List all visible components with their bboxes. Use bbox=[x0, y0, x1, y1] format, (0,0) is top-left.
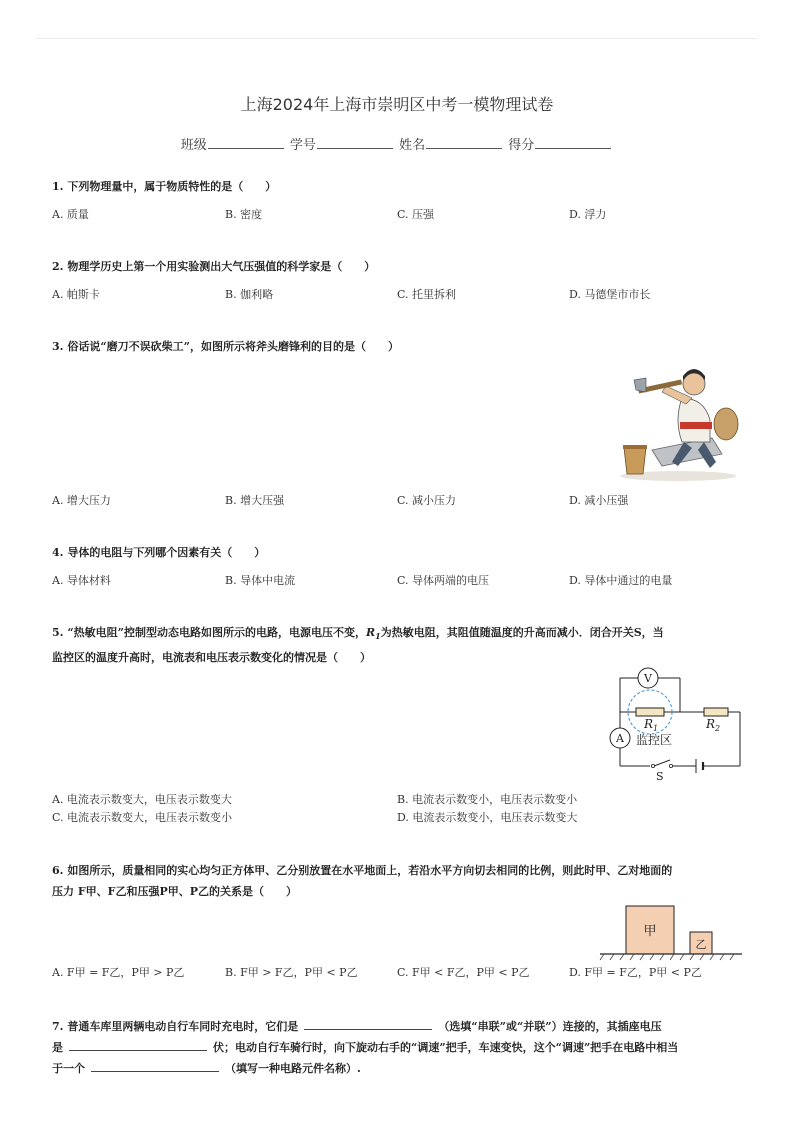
q2-option-a[interactable]: A. 帕斯卡 bbox=[52, 288, 100, 301]
switch-label: S bbox=[656, 770, 664, 780]
block-large-label: 甲 bbox=[643, 924, 657, 939]
q6-option-a[interactable]: A. F甲 = F乙，P甲 > P乙 bbox=[52, 966, 185, 979]
q6-option-d[interactable]: D. F甲 = F乙，P甲 < P乙 bbox=[569, 966, 702, 979]
q5-option-b[interactable]: B. 电流表示数变小，电压表示数变小 bbox=[397, 793, 578, 806]
q5-r1-symbol: $R_1$ bbox=[365, 626, 381, 642]
q6-option-b[interactable]: B. F甲 > F乙，P甲 < P乙 bbox=[225, 966, 358, 979]
question-2-stem: 2. 物理学历史上第一个用实验测出大气压强值的科学家是（ ） bbox=[52, 260, 376, 273]
q6-stem-line1: 6. 如图所示，质量相同的实心均匀正方体甲、乙分别放置在水平地面上，若沿水平方向切去相同的比例，则此时甲、乙对地面的 bbox=[52, 864, 673, 877]
q5-stem-part3: 监控区的温度升高时，电流表和电压表示数变化的情况是（ ） bbox=[52, 651, 371, 665]
score-blank[interactable] bbox=[535, 136, 611, 149]
q7-line2-b: 伏；电动自行车骑行时，向下旋动右手的“调速”把手，车速变快，这个“调速”把手在电路中相当 bbox=[213, 1041, 679, 1054]
q7-blank-2[interactable] bbox=[69, 1038, 207, 1051]
r1-label: $R_1$ bbox=[644, 717, 659, 733]
q5-stem-part1: 5. “热敏电阻”控制型动态电路如图所示的电路，电源电压不变， bbox=[52, 626, 366, 639]
q2-option-b[interactable]: B. 伽利略 bbox=[225, 288, 274, 301]
q4-option-d[interactable]: D. 导体中通过的电量 bbox=[569, 574, 673, 587]
thermistor-circuit-diagram bbox=[600, 664, 750, 780]
q5-option-c[interactable]: C. 电流表示数变大，电压表示数变小 bbox=[52, 811, 233, 824]
voltmeter-label: V bbox=[644, 672, 652, 685]
monitor-zone-label: 监控区 bbox=[636, 733, 673, 747]
q7-blank-1[interactable] bbox=[304, 1017, 432, 1030]
score-label: 得分 bbox=[508, 138, 535, 153]
question-5-stem bbox=[52, 622, 742, 668]
q1-option-a[interactable]: A. 质量 bbox=[52, 208, 89, 221]
q1-option-b[interactable]: B. 密度 bbox=[225, 208, 263, 221]
q1-option-d[interactable]: D. 浮力 bbox=[569, 208, 607, 221]
id-blank[interactable] bbox=[317, 136, 393, 149]
question-6-stem bbox=[52, 860, 742, 902]
q3-option-a[interactable]: A. 增大压力 bbox=[52, 494, 111, 507]
name-blank[interactable] bbox=[426, 136, 502, 149]
q2-option-c[interactable]: C. 托里拆利 bbox=[397, 288, 457, 301]
q3-option-c[interactable]: C. 减小压力 bbox=[397, 494, 457, 507]
question-7-stem bbox=[52, 1016, 742, 1079]
q4-option-b[interactable]: B. 导体中电流 bbox=[225, 574, 296, 587]
top-divider bbox=[36, 38, 758, 39]
ground-hatching bbox=[600, 954, 734, 960]
q4-option-a[interactable]: A. 导体材料 bbox=[52, 574, 111, 587]
question-4-stem: 4. 导体的电阻与下列哪个因素有关（ ） bbox=[52, 546, 266, 559]
page-title: 上海2024年上海市崇明区中考一模物理试卷 bbox=[240, 95, 554, 114]
q4-option-c[interactable]: C. 导体两端的电压 bbox=[397, 574, 490, 587]
ammeter-label: A bbox=[616, 732, 624, 745]
block-small-label: 乙 bbox=[695, 938, 707, 951]
q6-stem-line2: 压力 F甲、F乙和压强P甲、P乙的关系是（ ） bbox=[52, 885, 297, 898]
q5-option-d[interactable]: D. 电流表示数变小，电压表示数变大 bbox=[397, 811, 578, 824]
q7-line1-a: 7. 普通车库里两辆电动自行车同时充电时，它们是 bbox=[52, 1020, 299, 1033]
q3-option-b[interactable]: B. 增大压强 bbox=[225, 494, 285, 507]
q7-line2-a: 是 bbox=[52, 1041, 63, 1054]
q2-option-d[interactable]: D. 马德堡市市长 bbox=[569, 288, 651, 301]
q7-blank-3[interactable] bbox=[91, 1059, 219, 1072]
question-1-stem: 1. 下列物理量中，属于物质特性的是（ ） bbox=[52, 180, 277, 193]
class-label: 班级 bbox=[180, 138, 207, 153]
sharpening-axe-illustration bbox=[612, 358, 744, 482]
class-blank[interactable] bbox=[208, 136, 284, 149]
student-info-row bbox=[0, 134, 794, 153]
r2-label: $R_2$ bbox=[706, 717, 721, 733]
q7-line3-b: （填写一种电路元件名称）. bbox=[225, 1062, 361, 1075]
question-3-stem: 3. 俗话说“磨刀不误砍柴工”，如图所示将斧头磨锋利的目的是（ ） bbox=[52, 340, 399, 353]
id-label: 学号 bbox=[289, 138, 316, 153]
name-label: 姓名 bbox=[399, 138, 426, 153]
cubes-on-ground-diagram bbox=[598, 902, 744, 962]
q6-option-c[interactable]: C. F甲 < F乙，P甲 < P乙 bbox=[397, 966, 530, 979]
q5-stem-part2: 为热敏电阻，其阻值随温度的升高而减小．闭合开关S，当 bbox=[380, 626, 664, 639]
q3-option-d[interactable]: D. 减小压强 bbox=[569, 494, 629, 507]
q5-option-a[interactable]: A. 电流表示数变大，电压表示数变大 bbox=[52, 793, 232, 806]
q7-line1-b: （选填“串联”或“并联”）连接的，其插座电压 bbox=[438, 1020, 662, 1033]
q7-line3-a: 于一个 bbox=[52, 1062, 85, 1075]
q1-option-c[interactable]: C. 压强 bbox=[397, 208, 435, 221]
